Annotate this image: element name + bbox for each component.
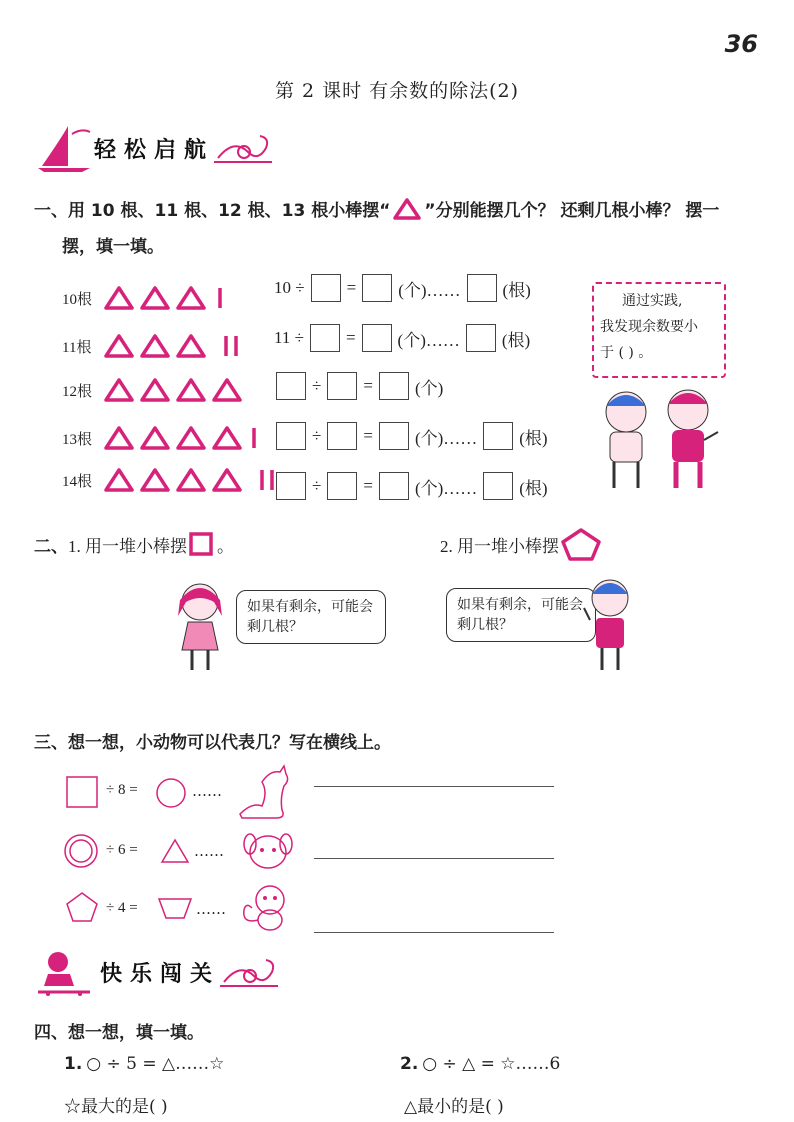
dog-icon — [240, 826, 296, 874]
unit-gen: (根) — [502, 280, 531, 300]
answer-box-dividend[interactable] — [276, 422, 306, 450]
triangle-icon — [158, 836, 192, 866]
square-stick-icon — [187, 530, 217, 558]
decorative-swirl-icon — [220, 952, 280, 992]
lesson-title: 第 2 课时 有余数的除法(2) — [274, 80, 520, 102]
answer-box-divisor[interactable] — [310, 324, 340, 352]
banner-happy-challenge — [34, 948, 280, 996]
eq-prefix: 11 ÷ — [274, 328, 304, 347]
q4-item1-ask[interactable]: ☆最大的是( ) — [64, 1097, 168, 1117]
q3-dots-3: …… — [196, 900, 226, 918]
stick-figures-12 — [102, 374, 252, 404]
square-icon — [64, 774, 100, 810]
page-number: 36 — [724, 30, 758, 58]
note-line-3[interactable]: 于 ( ) 。 — [600, 345, 653, 361]
q3-text: 三、想一想，小动物可以代表几？写在横线上。 — [34, 733, 391, 753]
answer-box-quotient[interactable] — [379, 372, 409, 400]
equation-row-11 — [274, 324, 530, 352]
q2-period: 。 — [217, 536, 234, 556]
q3-eq-3: ÷ 4 = — [106, 900, 138, 916]
note-line-1: 通过实践, — [622, 293, 683, 309]
div-sign: ÷ — [312, 376, 322, 395]
q1-text-part2: ”分别能摆几个？ 还剩几根小棒？ 摆一 — [424, 201, 720, 221]
answer-box-divisor[interactable] — [327, 472, 357, 500]
equation-row-14 — [276, 472, 548, 500]
div-sign: ÷ — [312, 426, 322, 445]
banner-easy-start — [34, 124, 274, 172]
q1-text-line2: 摆，填一填。 — [62, 237, 164, 257]
triangle-stick-icon — [390, 197, 424, 221]
answer-box-dividend[interactable] — [276, 472, 306, 500]
pentagon-stick-icon — [559, 526, 603, 562]
unit-gen: (根) — [519, 428, 548, 448]
girl-on-skateboard-icon — [34, 948, 94, 996]
kangaroo-icon — [232, 762, 296, 822]
stick-figures-11 — [102, 330, 242, 360]
eq-prefix: 10 ÷ — [274, 278, 305, 297]
answer-line-2[interactable] — [314, 858, 554, 859]
banner-title: 快乐闯关 — [100, 961, 221, 987]
answer-box-quotient[interactable] — [379, 422, 409, 450]
q2-part1 — [34, 530, 234, 558]
answer-box-remainder[interactable] — [483, 472, 513, 500]
equals-sign: = — [363, 476, 373, 495]
row-label-11: 11根 — [62, 340, 92, 356]
ring-icon — [62, 832, 100, 870]
q2-part2 — [440, 526, 603, 562]
unit-gen: (根) — [519, 478, 548, 498]
boy-illustration — [582, 574, 638, 672]
equation-row-10 — [274, 274, 531, 302]
speech-bubble-girl: 如果有剩余，可能会剩几根？ — [236, 590, 386, 644]
unit-gen: (根) — [501, 330, 531, 350]
q4-item2-number: 2. — [400, 1054, 419, 1074]
pentagon-icon — [64, 890, 100, 924]
unit-ge: (个) — [414, 378, 444, 398]
equals-sign: = — [346, 278, 357, 297]
answer-box-divisor[interactable] — [311, 274, 341, 302]
q4-item2-ask[interactable]: △最小的是( ) — [404, 1097, 504, 1117]
answer-box-quotient[interactable] — [362, 324, 392, 352]
q4-item1-number: 1. — [64, 1054, 83, 1074]
stick-figures-13 — [102, 422, 262, 452]
answer-box-remainder[interactable] — [466, 324, 496, 352]
unit-ge: (个)…… — [397, 330, 460, 350]
q3-eq-1: ÷ 8 = — [106, 782, 138, 798]
answer-box-quotient[interactable] — [362, 274, 392, 302]
equals-sign: = — [363, 376, 373, 395]
q4-item1-equation — [64, 1054, 224, 1074]
monkey-icon — [236, 880, 296, 932]
unit-ge: (个)…… — [398, 280, 461, 300]
row-label-12: 12根 — [62, 384, 93, 400]
q4-item2-equation — [400, 1054, 560, 1074]
trapezoid-icon — [156, 894, 194, 922]
circle-icon — [154, 776, 188, 810]
q4-item2-eq: ○ ÷ △ = ☆……6 — [422, 1054, 561, 1074]
discovery-note — [592, 282, 726, 378]
q1-text — [34, 196, 719, 221]
q4-item1-eq: ○ ÷ 5 = △……☆ — [86, 1054, 225, 1074]
unit-ge: (个)…… — [414, 478, 478, 498]
decorative-swirl-icon — [214, 128, 274, 168]
two-boys-illustration — [596, 384, 726, 494]
answer-line-3[interactable] — [314, 932, 554, 933]
q3-eq-2: ÷ 6 = — [106, 842, 138, 858]
q2-part1-text: 1. 用一堆小棒摆 — [68, 536, 187, 556]
stick-figures-14 — [102, 464, 278, 494]
sailboat-icon — [34, 124, 94, 172]
q4-text: 四、想一想，填一填。 — [34, 1023, 204, 1043]
equation-row-12 — [276, 372, 443, 400]
div-sign: ÷ — [312, 476, 322, 495]
answer-box-divisor[interactable] — [327, 422, 357, 450]
equals-sign: = — [363, 426, 373, 445]
equals-sign: = — [345, 328, 356, 347]
row-label-14: 14根 — [62, 474, 93, 490]
speech-bubble-boy: 如果有剩余，可能会剩几根？ — [446, 588, 596, 642]
equation-row-13 — [276, 422, 548, 450]
answer-box-remainder[interactable] — [483, 422, 513, 450]
row-label-10: 10根 — [62, 292, 93, 308]
banner-title: 轻松启航 — [94, 137, 215, 163]
answer-box-remainder[interactable] — [467, 274, 497, 302]
q2-part2-text: 2. 用一堆小棒摆 — [440, 536, 559, 556]
answer-box-dividend[interactable] — [276, 372, 306, 400]
answer-line-1[interactable] — [314, 786, 554, 787]
stick-figures-10 — [102, 282, 232, 312]
q2-label: 二、 — [34, 536, 68, 557]
note-line-2: 我发现余数要小 — [600, 319, 698, 335]
row-label-13: 13根 — [62, 432, 93, 448]
unit-ge: (个)…… — [414, 428, 478, 448]
q3-dots-1: …… — [192, 782, 222, 800]
q3-dots-2: …… — [194, 842, 224, 860]
answer-box-divisor[interactable] — [327, 372, 357, 400]
answer-box-quotient[interactable] — [379, 472, 409, 500]
girl-illustration — [172, 580, 228, 672]
q1-text-part1: 一、用 10 根、11 根、12 根、13 根小棒摆“ — [34, 201, 391, 221]
